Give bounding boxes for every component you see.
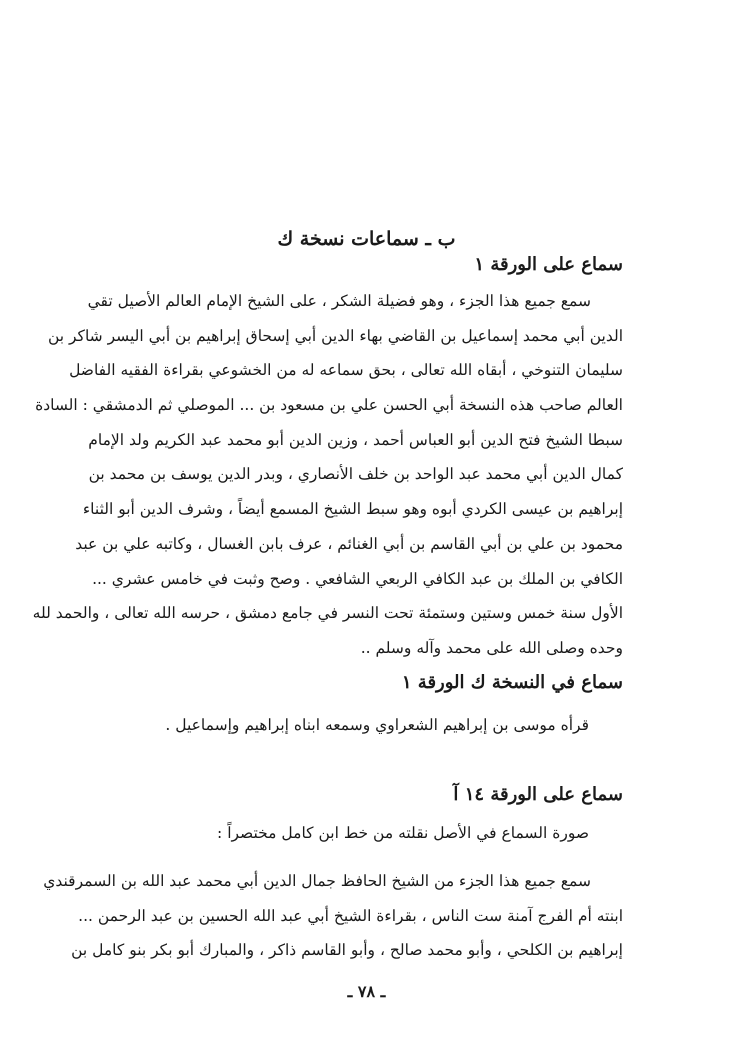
section-heading-2: سماع في النسخة ك الورقة ١ bbox=[401, 672, 623, 693]
text-line: الكافي بن الملك بن عبد الكافي الربعي الشافعي . وصح وثبت في خامس عشري ... bbox=[92, 569, 623, 588]
text-line: كمال الدين أبي محمد عبد الواحد بن خلف الأنصاري ، وبدر الدين يوسف بن محمد بن bbox=[88, 465, 623, 484]
page-number: ـ ٧٨ ـ bbox=[347, 982, 386, 1001]
text-line: إبراهيم بن عيسى الكردي أبوه وهو سبط الشيخ المسمع أيضاً ، وشرف الدين أبو الثناء bbox=[82, 500, 623, 519]
text-line: الدين أبي محمد إسماعيل بن القاضي بهاء الدين أبي إسحاق إبراهيم بن أبي اليسر شاكر بن bbox=[47, 326, 623, 345]
text-line: سبطا الشيخ فتح الدين أبو العباس أحمد ، وزين الدين أبو محمد عبد الكريم ولد الإمام bbox=[88, 430, 623, 449]
text-line: سليمان التنوخي ، أبقاه الله تعالى ، بحق سماعه له من الخشوعي بقراءة الفقيه الفاضل bbox=[69, 361, 623, 380]
section-3-intro: صورة السماع في الأصل نقلته من خط ابن كامل مختصراً : bbox=[217, 824, 589, 842]
text-line: الأول سنة خمس وستين وستمئة تحت النسر في جامع دمشق ، حرسه الله تعالى ، والحمد لله bbox=[32, 604, 623, 623]
section-1-body bbox=[32, 284, 623, 666]
section-heading-3: سماع على الورقة ١٤ آ bbox=[453, 784, 623, 805]
text-line: سمع جميع هذا الجزء من الشيخ الحافظ جمال الدين أبي محمد عبد الله بن السمرقندي bbox=[43, 872, 591, 890]
section-3-body bbox=[43, 864, 623, 968]
text-line: ابنته أم الفرج آمنة ست الناس ، بقراءة الشيخ أبي عبد الله الحسين بن عبد الرحمن ... bbox=[78, 906, 623, 925]
text-line: محمود بن علي بن أبي القاسم بن أبي الغنائم ، عرف بابن الغسال ، وكاتبه علي بن عبد bbox=[75, 534, 623, 553]
text-line: إبراهيم بن الكلحي ، وأبو محمد صالح ، وأبو القاسم ذاكر ، والمبارك أبو بكر بنو كامل بن bbox=[71, 941, 623, 960]
text-line: العالم صاحب هذه النسخة أبي الحسن علي بن مسعود بن ... الموصلي ثم الدمشقي : السادة bbox=[35, 396, 623, 415]
text-line: سمع جميع هذا الجزء ، وهو فضيلة الشكر ، على الشيخ الإمام العالم الأصيل تقي bbox=[87, 292, 591, 310]
section-2-text: قرأه موسى بن إبراهيم الشعراوي وسمعه ابناه إبراهيم وإسماعيل . bbox=[165, 716, 589, 734]
section-heading-1: سماع على الورقة ١ bbox=[474, 254, 623, 275]
text-line: وحده وصلى الله على محمد وآله وسلم .. bbox=[360, 638, 623, 657]
page-title: ب ـ سماعات نسخة ك bbox=[277, 228, 456, 250]
